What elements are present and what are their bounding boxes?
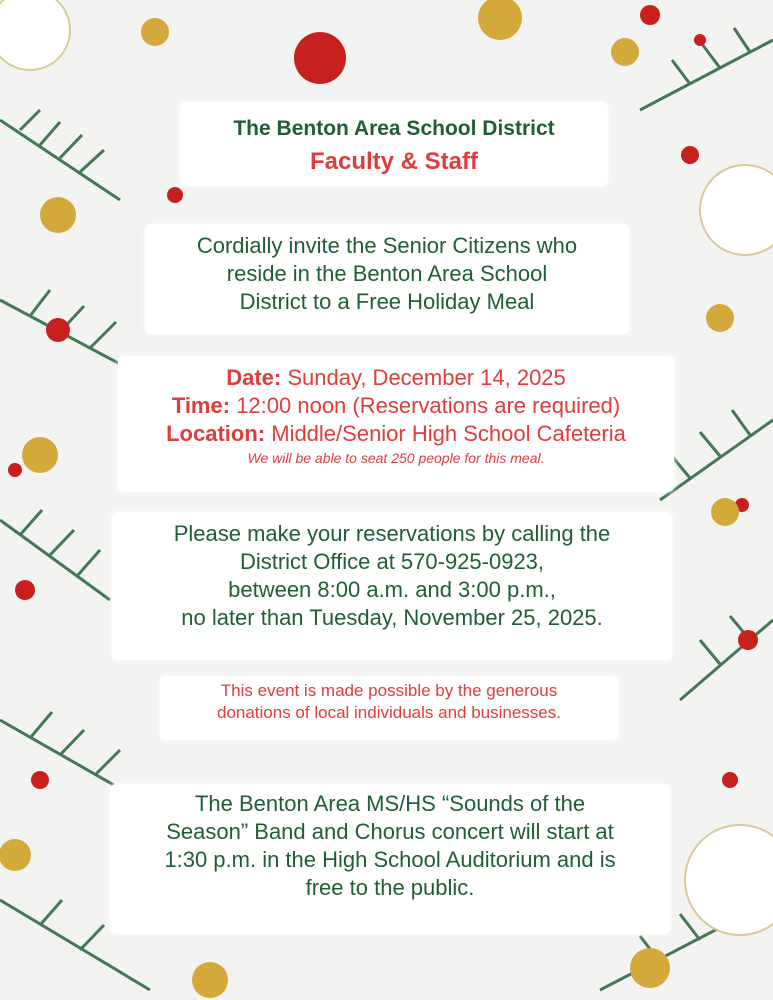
reservation-line: District Office at 570-925-0923, [239, 549, 545, 575]
header-panel [180, 102, 608, 186]
concert-panel [110, 784, 670, 934]
reservation-line: no later than Tuesday, November 25, 2025. [181, 605, 603, 631]
donation-line: This event is made possible by the generous [220, 681, 558, 700]
invitation-line: Cordially invite the Senior Citizens who [196, 233, 578, 258]
reservation-panel [112, 512, 672, 660]
location-value: Middle/Senior High School Cafeteria [271, 421, 626, 447]
concert-line: 1:30 p.m. in the High School Auditorium and is [164, 847, 616, 873]
organization-title: The Benton Area School District [233, 117, 555, 140]
organization-subtitle: Faculty & Staff [309, 147, 479, 175]
reservation-line: between 8:00 a.m. and 3:00 p.m., [228, 577, 556, 603]
location-label: Location: [166, 421, 266, 447]
time-label: Time: [171, 393, 231, 419]
concert-line: Season” Band and Chorus concert will start at [166, 819, 614, 845]
donation-panel [160, 676, 618, 740]
time-row [118, 392, 674, 420]
seating-note: We will be able to seat 250 people for this meal. [247, 450, 545, 467]
date-value: Sunday, December 14, 2025 [287, 365, 566, 390]
date-row [118, 364, 674, 392]
donation-line: donations of local individuals and businesses. [216, 702, 561, 722]
invitation-panel [145, 224, 629, 334]
invitation-line: District to a Free Holiday Meal [239, 289, 535, 315]
reservation-line: Please make your reservations by calling the [173, 521, 611, 546]
invitation-line: reside in the Benton Area School [226, 261, 548, 287]
location-row [118, 420, 674, 448]
time-value: 12:00 noon (Reservations are required) [236, 393, 621, 419]
event-details-panel [118, 356, 674, 492]
concert-line: free to the public. [305, 875, 475, 901]
date-label: Date: [226, 365, 282, 390]
concert-line: The Benton Area MS/HS “Sounds of the [194, 791, 586, 816]
